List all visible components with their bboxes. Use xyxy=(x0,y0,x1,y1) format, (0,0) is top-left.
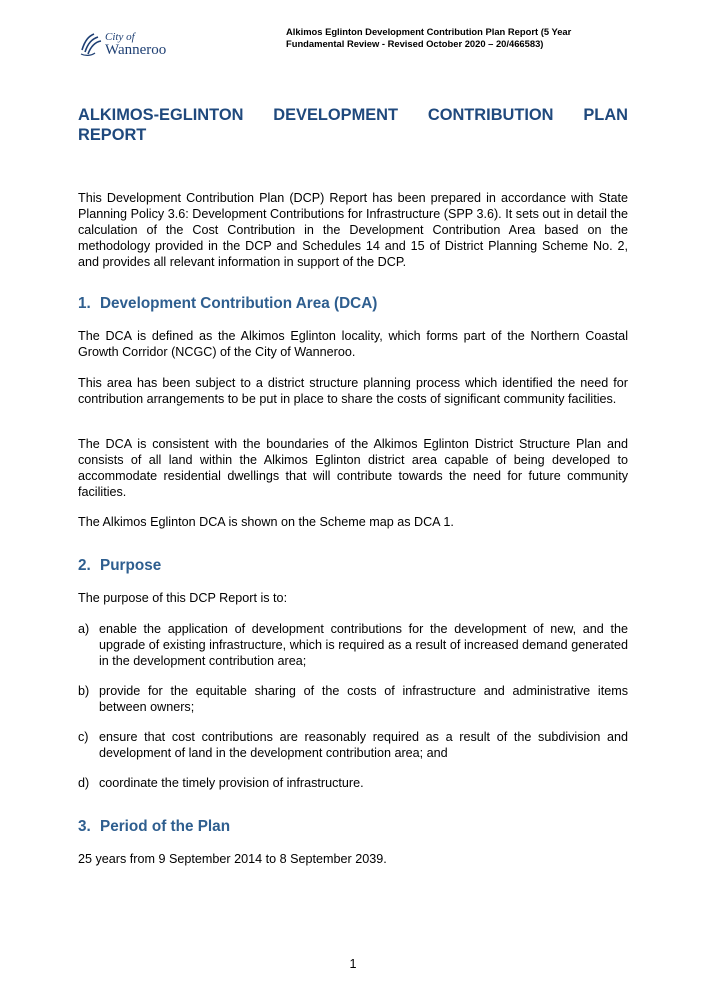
section-2-title: Purpose xyxy=(100,557,162,574)
page-number: 1 xyxy=(349,957,357,971)
document-reference-line-2: Fundamental Review - Revised October 2020 – 20/466583) xyxy=(286,38,544,49)
list-item-text: coordinate the timely provision of infrastructure. xyxy=(99,776,364,790)
section-3-title: Period of the Plan xyxy=(100,818,231,835)
list-item-text: ensure that cost contributions are reasonably required as a result of the subdivision and development of land in the development contribution area; and xyxy=(99,730,628,760)
document-reference xyxy=(286,26,626,50)
list-item xyxy=(78,776,628,792)
list-item xyxy=(78,730,628,762)
section-2-heading xyxy=(78,557,161,575)
section-1-paragraph-2: This area has been subject to a district structure planning process which identified the need for contribution arrangements to be put in place to share the costs of significant community facilities. xyxy=(78,376,628,406)
section-3-number: 3. xyxy=(78,818,91,835)
list-item-marker: b) xyxy=(78,684,90,698)
section-3-paragraph: 25 years from 9 September 2014 to 8 September 2039. xyxy=(78,852,387,866)
list-item-text: provide for the equitable sharing of the costs of infrastructure and administrative items between owners; xyxy=(99,684,628,714)
section-1-title: Development Contribution Area (DCA) xyxy=(100,295,378,312)
section-1-paragraph-3: The DCA is consistent with the boundaries of the Alkimos Eglinton District Structure Plan and consists of all land within the Alkimos Eglinton district area capable of being developed to accommodate residential dwellings that will contribute towards the need for future community facilities. xyxy=(78,437,628,499)
list-item xyxy=(78,622,628,670)
list-item-marker: d) xyxy=(78,776,90,790)
document-reference-line-1: Alkimos Eglinton Development Contribution Plan Report (5 Year xyxy=(286,26,572,37)
list-item-marker: c) xyxy=(78,730,89,744)
logo-line-1: City of xyxy=(105,31,135,43)
section-2-lead: The purpose of this DCP Report is to: xyxy=(78,591,288,605)
section-2-number: 2. xyxy=(78,557,91,574)
city-of-wanneroo-logo xyxy=(79,30,166,58)
page-title xyxy=(78,105,628,145)
page-title-line-1: ALKIMOS-EGLINTON DEVELOPMENT CONTRIBUTION PLAN xyxy=(78,106,628,124)
section-1-heading xyxy=(78,295,377,313)
intro-paragraph: This Development Contribution Plan (DCP) Report has been prepared in accordance with State Planning Policy 3.6: Development Contributions for Infrastructure (SPP 3.6). It sets out in detail the calculation of the Cost Contribution in the Development Contribution Area based on the methodology provided in the DCP and Schedules 14 and 15 of District Planning Scheme No. 2, and provides all relevant information in support of the DCP. xyxy=(78,191,628,269)
page-title-line-2: REPORT xyxy=(78,126,147,144)
list-item-text: enable the application of development contributions for the development of new, and the upgrade of existing infrastructure, which is required as a result of increased demand generated in the development contribution area; xyxy=(99,622,628,668)
section-1-paragraph-1: The DCA is defined as the Alkimos Eglinton locality, which forms part of the Northern Coastal Growth Corridor (NCGC) of the City of Wanneroo. xyxy=(78,329,628,359)
section-3-heading xyxy=(78,818,230,836)
list-item-marker: a) xyxy=(78,622,90,636)
section-1-paragraph-4: The Alkimos Eglinton DCA is shown on the Scheme map as DCA 1. xyxy=(78,515,454,529)
section-1-number: 1. xyxy=(78,295,91,312)
list-item xyxy=(78,684,628,716)
wave-emblem-icon xyxy=(79,30,103,58)
logo-line-2: Wanneroo xyxy=(105,42,167,58)
